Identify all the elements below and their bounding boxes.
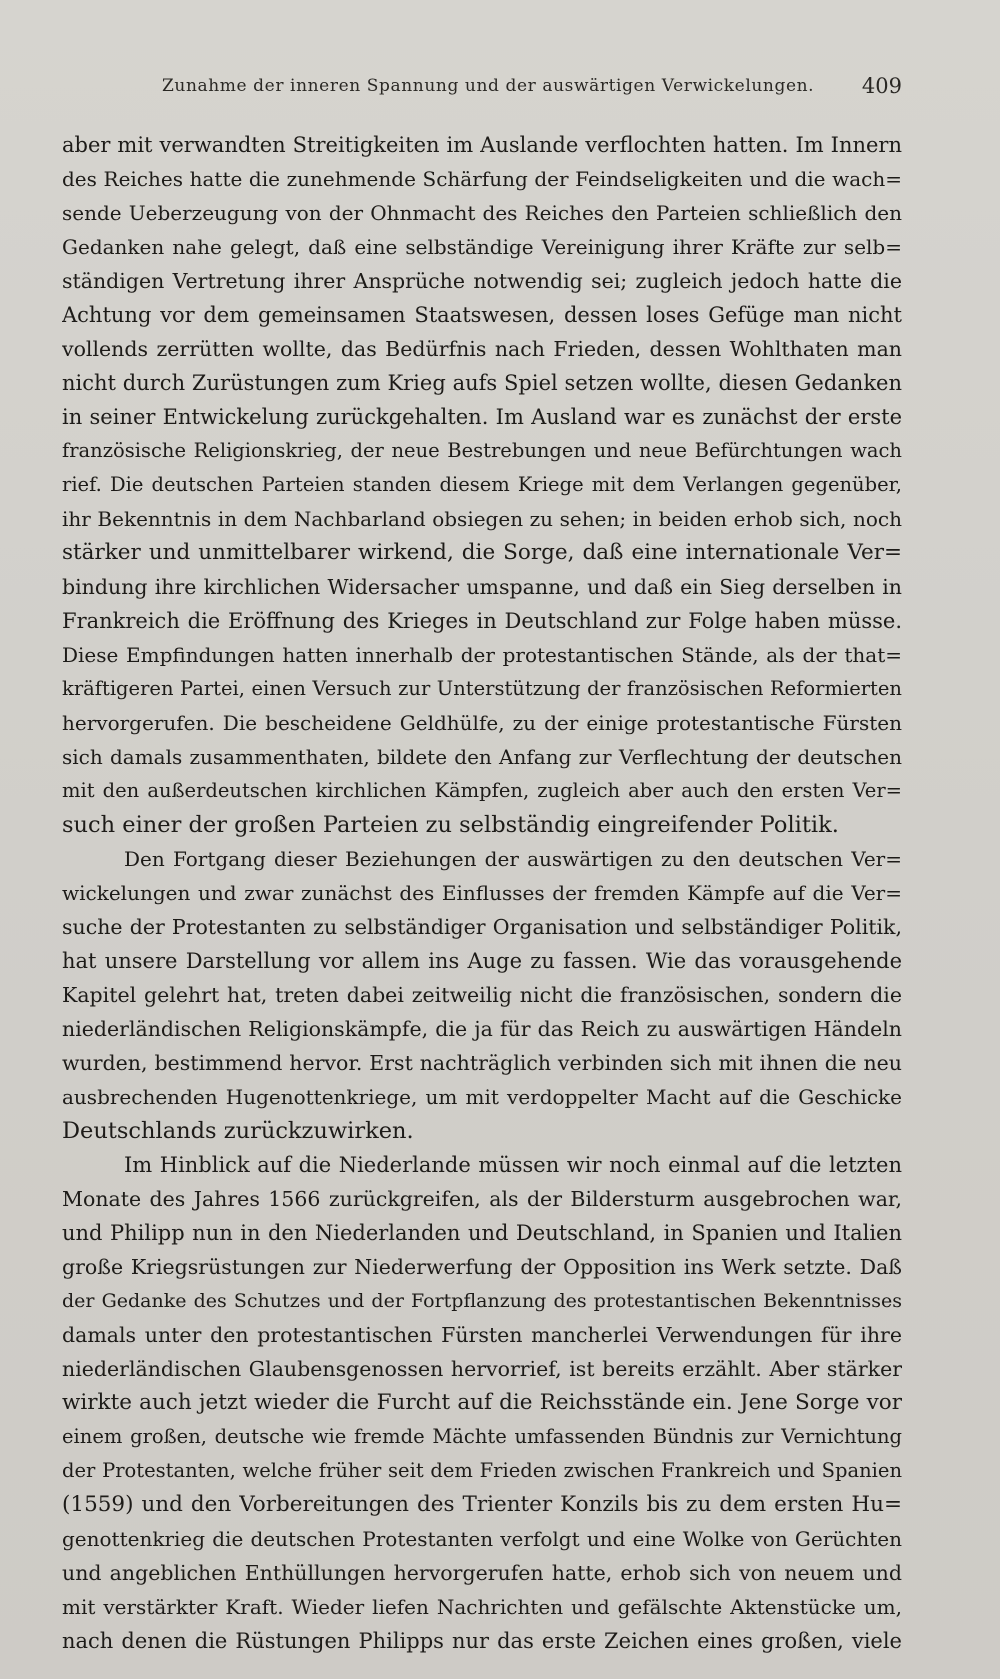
text-line: Diese Empfindungen hatten innerhalb der protestantischen Stände, als der that=	[62, 643, 902, 667]
text-line: kräftigeren Partei, einen Versuch zur Unterstützung der französischen Reformierten	[62, 677, 902, 700]
text-line: bindung ihre kirchlichen Widersacher umspanne, und daß ein Sieg derselben in	[62, 575, 902, 599]
text-line: nach denen die Rüstungen Philipps nur das erste Zeichen eines großen, viele	[62, 1629, 902, 1653]
text-line: mit verstärkter Kraft. Wieder liefen Nachrichten und gefälschte Aktenstücke um,	[62, 1595, 902, 1619]
text-line: hat unsere Darstellung vor allem ins Auge zu fassen. Wie das vorausgehende	[62, 949, 902, 973]
page-number: 409	[861, 74, 902, 98]
text-line: suche der Protestanten zu selbständiger Organisation und selbständiger Politik,	[62, 915, 902, 939]
text-line: vollends zerrütten wollte, das Bedürfnis nach Frieden, dessen Wohlthaten man	[62, 337, 902, 361]
text-line: Im Hinblick auf die Niederlande müssen wir noch einmal auf die letzten	[124, 1153, 902, 1177]
text-line: Gedanken nahe gelegt, daß eine selbständige Vereinigung ihrer Kräfte zur selb=	[62, 235, 902, 259]
text-line: wirkte auch jetzt wieder die Furcht auf die Reichsstände ein. Jene Sorge vor	[62, 1390, 902, 1415]
text-line: damals unter den protestantischen Fürsten mancherlei Verwendungen für ihre	[62, 1323, 902, 1347]
text-line: Kapitel gelehrt hat, treten dabei zeitweilig nicht die französischen, sondern die	[62, 983, 902, 1007]
text-line: und Philipp nun in den Niederlanden und Deutschland, in Spanien und Italien	[62, 1221, 902, 1245]
text-line: nicht durch Zurüstungen zum Krieg aufs Spiel setzen wollte, diesen Gedanken	[62, 371, 902, 395]
text-line: einem großen, deutsche wie fremde Mächte umfassenden Bündnis zur Vernichtung	[62, 1425, 902, 1448]
text-line: Achtung vor dem gemeinsamen Staatswesen, dessen loses Gefüge man nicht	[62, 303, 902, 327]
text-line: der Protestanten, welche früher seit dem Frieden zwischen Frankreich und Spanien	[62, 1459, 902, 1482]
text-line: Den Fortgang dieser Beziehungen der auswärtigen zu den deutschen Ver=	[124, 847, 902, 871]
text-line: niederländischen Glaubensgenossen hervorrief, ist bereits erzählt. Aber stärker	[62, 1357, 902, 1381]
text-line: hervorgerufen. Die bescheidene Geldhülfe, zu der einige protestantische Fürsten	[62, 711, 902, 735]
text-line: ihr Bekenntnis in dem Nachbarland obsiegen zu sehen; in beiden erhob sich, noch	[62, 507, 902, 531]
text-line: der Gedanke des Schutzes und der Fortpflanzung des protestantischen Bekenntnisses	[62, 1290, 902, 1312]
running-head	[62, 76, 902, 104]
text-line: sende Ueberzeugung von der Ohnmacht des Reiches den Parteien schließlich den	[62, 201, 902, 225]
text-line: ständigen Vertretung ihrer Ansprüche notwendig sei; zugleich jedoch hatte die	[62, 269, 902, 293]
text-line: wurden, bestimmend hervor. Erst nachträglich verbinden sich mit ihnen die neu	[62, 1051, 902, 1075]
text-line: such einer der großen Parteien zu selbständig eingreifender Politik.	[62, 812, 839, 838]
text-line: sich damals zusammenthaten, bildete den Anfang zur Verflechtung der deutschen	[62, 745, 902, 769]
text-line: niederländischen Religionskämpfe, die ja für das Reich zu auswärtigen Händeln	[62, 1017, 902, 1041]
text-line: ausbrechenden Hugenottenkriege, um mit verdoppelter Macht auf die Geschicke	[62, 1085, 902, 1109]
running-head-title: Zunahme der inneren Spannung und der auswärtigen Verwickelungen.	[162, 76, 815, 96]
text-line: französische Religionskrieg, der neue Bestrebungen und neue Befürchtungen wach	[62, 439, 902, 462]
text-line: rief. Die deutschen Parteien standen diesem Kriege mit dem Verlangen gegenüber,	[62, 473, 902, 496]
text-line: wickelungen und zwar zunächst des Einflusses der fremden Kämpfe auf die Ver=	[62, 881, 902, 905]
text-line: (1559) und den Vorbereitungen des Trienter Konzils bis zu dem ersten Hu=	[62, 1492, 902, 1517]
text-line: in seiner Entwickelung zurückgehalten. Im Ausland war es zunächst der erste	[62, 405, 902, 429]
text-line: und angeblichen Enthüllungen hervorgerufen hatte, erhob sich von neuem und	[62, 1561, 902, 1585]
text-line: Monate des Jahres 1566 zurückgreifen, als der Bildersturm ausgebrochen war,	[62, 1187, 902, 1211]
text-line: große Kriegsrüstungen zur Niederwerfung der Opposition ins Werk setzte. Daß	[62, 1255, 902, 1279]
text-line: genottenkrieg die deutschen Protestanten verfolgt und eine Wolke von Gerüchten	[62, 1527, 902, 1551]
text-line: Deutschlands zurückzuwirken.	[62, 1118, 414, 1144]
text-line: aber mit verwandten Streitigkeiten im Auslande verflochten hatten. Im Innern	[62, 133, 902, 157]
text-line: des Reiches hatte die zunehmende Schärfung der Feindseligkeiten und die wach=	[62, 167, 902, 191]
text-line: Frankreich die Eröffnung des Krieges in Deutschland zur Folge haben müsse.	[62, 609, 902, 633]
text-line: stärker und unmittelbarer wirkend, die Sorge, daß eine internationale Ver=	[62, 540, 902, 565]
text-line: mit den außerdeutschen kirchlichen Kämpfen, zugleich aber auch den ersten Ver=	[62, 779, 902, 802]
